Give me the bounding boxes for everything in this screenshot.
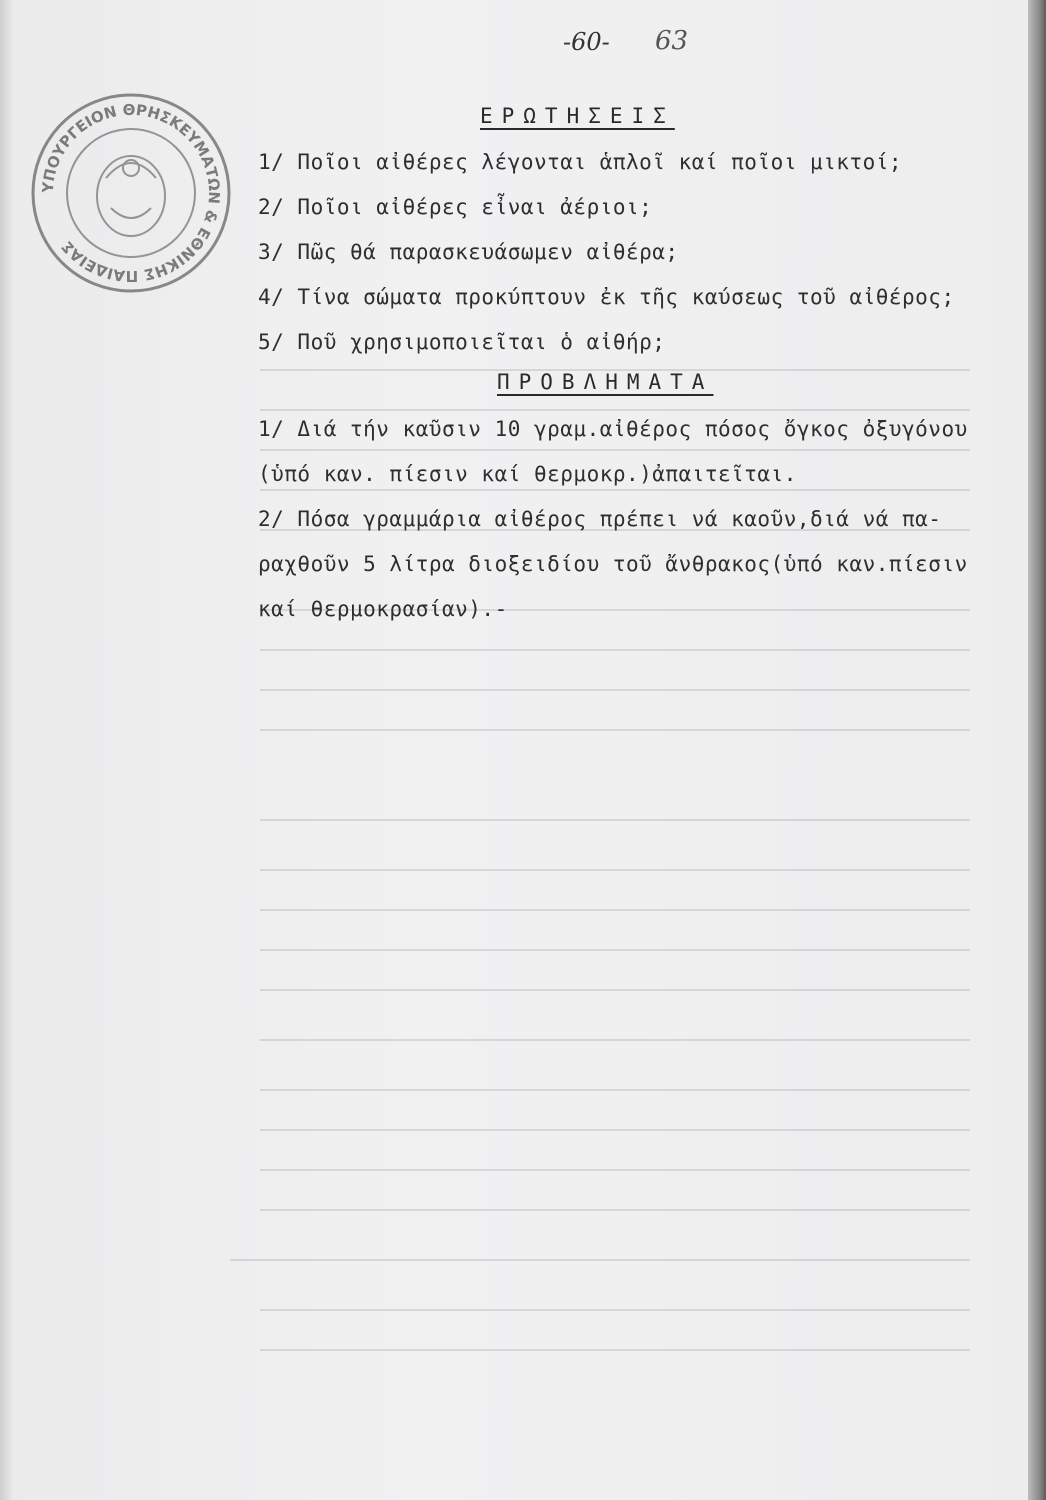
problem-line: 2/ Πόσα γραμμάρια αἰθέρος πρέπει νά καοῦν,διά νά πα- bbox=[258, 507, 942, 531]
question-item: 2/ Ποῖοι αἰθέρες εἶναι ἀέριοι; bbox=[258, 195, 653, 219]
problem-line: (ὑπό καν. πίεσιν καί θερμοκρ.)ἀπαιτεῖται. bbox=[258, 462, 797, 486]
ministry-stamp bbox=[26, 88, 236, 298]
page-edge-shadow bbox=[0, 0, 12, 1500]
page-number-typed: -60- bbox=[563, 28, 610, 56]
question-item: 1/ Ποῖοι αἰθέρες λέγονται ἁπλοῖ καί ποῖοι μικτοί; bbox=[258, 150, 903, 174]
problem-line: καί θερμοκρασίαν).- bbox=[258, 597, 508, 621]
question-item: 3/ Πῶς θά παρασκευάσωμεν αἰθέρα; bbox=[258, 240, 679, 264]
questions-heading: ΕΡΩΤΗΣΕΙΣ bbox=[480, 104, 675, 128]
problem-line: ραχθοῦν 5 λίτρα διοξειδίου τοῦ ἄνθρακος(ὑπό καν.πίεσιν bbox=[258, 552, 968, 576]
svg-text:ΥΠΟΥΡΓΕΙΟΝ ΘΡΗΣΚΕΥΜΑΤΩΝ & ΕΘΝΙ: ΥΠΟΥΡΓΕΙΟΝ ΘΡΗΣΚΕΥΜΑΤΩΝ & ΕΘΝΙΚΗΣ ΠΑΙΔΕΙΑΣ bbox=[38, 100, 224, 286]
problems-heading: ΠΡΟΒΛΗΜΑΤΑ bbox=[497, 370, 714, 394]
question-item: 4/ Τίνα σώματα προκύπτουν ἐκ τῆς καύσεως τοῦ αἰθέρος; bbox=[258, 285, 955, 309]
problem-line: 1/ Διά τήν καῦσιν 10 γραμ.αἰθέρος πόσος ὄγκος ὀξυγόνου bbox=[258, 417, 968, 441]
binding-edge bbox=[1028, 0, 1046, 1500]
question-item: 5/ Ποῦ χρησιμοποιεῖται ὁ αἰθήρ; bbox=[258, 330, 666, 354]
page-number-handwritten: 63 bbox=[655, 26, 689, 56]
